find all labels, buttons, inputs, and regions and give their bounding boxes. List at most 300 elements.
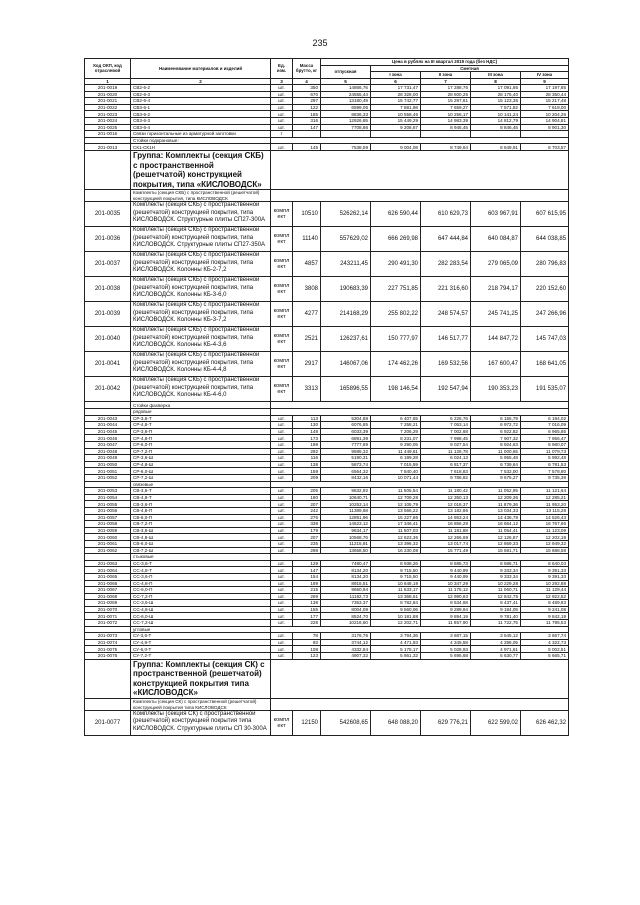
- cell-zone2-price: 12 266,69: [421, 534, 471, 541]
- cell-zone3-price: 11 054,41: [471, 527, 521, 534]
- cell-zone3-price: 9 184,05: [471, 606, 521, 613]
- cell-zone3-price: 17 091,86: [471, 84, 521, 91]
- cell-zone1-price: 255 802,22: [371, 302, 421, 327]
- cell-mass: 108: [293, 646, 321, 653]
- cell-zone4-price: 6 194,02: [521, 415, 569, 422]
- cell-unit: компл ект: [271, 327, 293, 352]
- cell-zone1-price: 666 269,98: [371, 227, 421, 252]
- cell-name: СВ2-6-2: [131, 84, 271, 91]
- cell-zone3-price: 4 296,05: [471, 639, 521, 646]
- cell-zone2-price: 11 181,88: [421, 527, 471, 534]
- cell-empty: [271, 481, 569, 488]
- cell-zone4-price: 7 016,09: [521, 422, 569, 429]
- table-row: [85, 653, 569, 660]
- cell-mass: [293, 131, 321, 138]
- cell-zone4-price: 10 292,88: [521, 580, 569, 587]
- table-row: [85, 227, 569, 252]
- table-row: [85, 488, 569, 495]
- cell-name: СВ3-6-4: [131, 124, 271, 131]
- table-row: [85, 117, 569, 124]
- cell-zone1-price: 17 731,47: [371, 84, 421, 91]
- cell-empty: [271, 190, 569, 202]
- section-subheader: связевые: [131, 481, 271, 488]
- col-number: 5: [321, 78, 371, 84]
- cell-release-price: 542608,65: [321, 711, 371, 736]
- cell-zone4-price: 11 079,73: [521, 448, 569, 455]
- cell-zone1-price: 13 396,32: [371, 540, 421, 547]
- cell-unit: шт.: [271, 540, 293, 547]
- cell-zone1-price: 8 231,07: [371, 435, 421, 442]
- cell-mass: 122: [293, 104, 321, 111]
- cell-zone4-price: 626 462,32: [521, 711, 569, 736]
- cell-zone4-price: 11 123,09: [521, 527, 569, 534]
- cell-empty: [271, 402, 569, 409]
- cell-code: 201-0071: [85, 613, 131, 620]
- cell-zone3-price: 8 586,71: [471, 560, 521, 567]
- cell-mass: 2521: [293, 327, 321, 352]
- cell-zone3-price: 14 436,78: [471, 514, 521, 521]
- cell-zone2-price: 3 687,15: [421, 633, 471, 640]
- cell-mass: 138: [293, 461, 321, 468]
- cell-zone2-price: 8 534,68: [421, 600, 471, 607]
- table-row: [85, 352, 569, 377]
- header-code: Код ОКП, код отраслевой: [85, 59, 131, 79]
- cell-code: 201-0043: [85, 415, 131, 422]
- cell-unit: шт.: [271, 422, 293, 429]
- cell-release-price: 10253,14: [321, 501, 371, 508]
- cell-release-price: 526262,14: [321, 202, 371, 227]
- cell-unit: шт.: [271, 606, 293, 613]
- cell-name: СВ2-6-3: [131, 91, 271, 98]
- cell-release-price: 7538,59: [321, 144, 371, 151]
- cell-mass: 228: [293, 620, 321, 627]
- cell-zone1-price: 6 407,65: [371, 415, 421, 422]
- cell-name: СС-3,6-Ш: [131, 600, 271, 607]
- table-row: [85, 646, 569, 653]
- cell-zone3-price: 14 812,79: [471, 117, 521, 124]
- cell-zone1-price: 648 088,20: [371, 711, 421, 736]
- cell-zone1-price: 11 505,54: [371, 488, 421, 495]
- cell-code: 201-0072: [85, 620, 131, 627]
- cell-name: СС-3,6-П: [131, 573, 271, 580]
- cell-code: 201-0045: [85, 428, 131, 435]
- cell-name: СК1-СК1Н: [131, 144, 271, 151]
- cell-release-price: 6076,85: [321, 422, 371, 429]
- cell-code: 201-0074: [85, 639, 131, 646]
- cell-code: 201-0021: [85, 98, 131, 105]
- cell-zone4-price: 5 992,48: [521, 455, 569, 462]
- cell-release-price: 146067,06: [321, 352, 371, 377]
- cell-zone4-price: 5 665,71: [521, 653, 569, 660]
- cell-code: 201-0040: [85, 327, 131, 352]
- cell-mass: 4857: [293, 252, 321, 277]
- cell-mass: 205: [293, 488, 321, 495]
- cell-zone3-price: 190 353,23: [471, 377, 521, 402]
- table-row: [85, 468, 569, 475]
- cell-release-price: 12891,96: [321, 514, 371, 521]
- cell-release-price: 8134,20: [321, 573, 371, 580]
- cell-release-price: 12926,65: [321, 117, 371, 124]
- cell-zone4-price: 644 038,85: [521, 227, 569, 252]
- cell-name: СВ-6,0-П: [131, 514, 271, 521]
- cell-unit: шт.: [271, 573, 293, 580]
- cell-zone3-price: 9 781,40: [471, 613, 521, 620]
- cell-zone4-price: 16 767,66: [521, 521, 569, 528]
- cell-release-price: 3744,12: [321, 639, 371, 646]
- cell-zone3-price: 8 846,45: [471, 124, 521, 131]
- cell-code: 201-0035: [85, 202, 131, 227]
- cell-zone3-price: 7 571,82: [471, 104, 521, 111]
- cell-name: СР-4,8-П: [131, 435, 271, 442]
- cell-zone3-price: 9 675,27: [471, 475, 521, 482]
- cell-zone3-price: 167 600,47: [471, 352, 521, 377]
- cell-zone2-price: 6 817,37: [421, 461, 471, 468]
- cell-zone1-price: 7 881,98: [371, 104, 421, 111]
- cell-mass: 11140: [293, 227, 321, 252]
- header-zone2: II зона: [421, 72, 471, 79]
- cell-unit: шт.: [271, 455, 293, 462]
- table-row: [85, 501, 569, 508]
- cell-unit: шт.: [271, 461, 293, 468]
- table-row: [85, 144, 569, 151]
- cell-release-price: 8915,51: [321, 580, 371, 587]
- cell-zone4-price: 145 747,03: [521, 327, 569, 352]
- cell-unit: компл ект: [271, 277, 293, 302]
- cell-zone4-price: 220 152,60: [521, 277, 569, 302]
- cell-mass: 155: [293, 606, 321, 613]
- cell-name: СР-3,6-Т: [131, 415, 271, 422]
- cell-code: 201-0047: [85, 442, 131, 449]
- cell-release-price: 10640,71: [321, 494, 371, 501]
- cell-name: Комплекты (секция СКБ) с пространственной (решетчатой) конструкцией покрытия, типа КИСЛОВОДСК. Колонны КБ-3-7,2: [131, 302, 271, 327]
- cell-release-price: 5304,88: [321, 415, 371, 422]
- cell-zone1-price: 16 230,08: [371, 547, 421, 554]
- table-row: [85, 84, 569, 91]
- cell-name: Комплекты (секция СКБ) с пространственной (решетчатой) конструкцией покрытия, типа КИСЛОВОДСК. Колонны КБ-4-3,6: [131, 327, 271, 352]
- col-number: 3: [271, 78, 293, 84]
- section-subheader-row: [85, 409, 569, 416]
- cell-zone1-price: 8 782,84: [371, 600, 421, 607]
- cell-zone4-price: 8 703,57: [521, 144, 569, 151]
- cell-name: СВ-3,6-Ш: [131, 527, 271, 534]
- cell-unit: шт.: [271, 144, 293, 151]
- cell-release-price: [321, 131, 371, 138]
- cell-mass: 185: [293, 111, 321, 118]
- cell-zone4-price: 5 002,51: [521, 646, 569, 653]
- table-row: [85, 435, 569, 442]
- cell-release-price: 11215,91: [321, 540, 371, 547]
- cell-zone1-price: [371, 131, 421, 138]
- cell-zone4-price: 9 735,39: [521, 475, 569, 482]
- cell-empty: [85, 659, 131, 698]
- table-row: [85, 377, 569, 402]
- cell-zone1-price: 11 507,03: [371, 527, 421, 534]
- cell-release-price: 13180,49: [321, 98, 371, 105]
- cell-zone1-price: 227 751,85: [371, 277, 421, 302]
- table-row: [85, 442, 569, 449]
- cell-name: СР-3,6-П: [131, 428, 271, 435]
- cell-release-price: 24555,44: [321, 91, 371, 98]
- cell-code: 201-0065: [85, 573, 131, 580]
- cell-code: 201-0052: [85, 475, 131, 482]
- cell-unit: компл ект: [271, 302, 293, 327]
- cell-unit: шт.: [271, 580, 293, 587]
- section-subheader-row: [85, 481, 569, 488]
- cell-zone4-price: 15 688,58: [521, 547, 569, 554]
- cell-name: СС-3,6-Т: [131, 560, 271, 567]
- cell-zone2-price: 7 002,68: [421, 428, 471, 435]
- table-row: [85, 428, 569, 435]
- cell-zone2-price: 15 771,49: [421, 547, 471, 554]
- cell-empty: [85, 699, 131, 711]
- cell-zone2-price: 12 018,37: [421, 501, 471, 508]
- cell-zone1-price: 28 328,00: [371, 91, 421, 98]
- cell-unit: шт.: [271, 468, 293, 475]
- cell-release-price: 243211,45: [321, 252, 371, 277]
- cell-zone2-price: 282 283,54: [421, 252, 471, 277]
- cell-zone3-price: 12 842,75: [471, 593, 521, 600]
- cell-release-price: 6564,32: [321, 468, 371, 475]
- cell-zone4-price: 9 391,33: [521, 573, 569, 580]
- cell-release-price: 13658,50: [321, 547, 371, 554]
- cell-code: 201-0054: [85, 494, 131, 501]
- cell-name: СР-6,0-П: [131, 442, 271, 449]
- cell-empty: [271, 137, 569, 144]
- cell-unit: шт.: [271, 494, 293, 501]
- cell-mass: 316: [293, 117, 321, 124]
- table-row: [85, 587, 569, 594]
- page-number: 235: [312, 38, 328, 48]
- table-row: [85, 613, 569, 620]
- cell-zone4-price: 7 619,00: [521, 104, 569, 111]
- cell-code: 201-0060: [85, 534, 131, 541]
- cell-unit: шт.: [271, 475, 293, 482]
- group-description: Комплекты (секция СК) с пространственной (решетчатой) конструкцией покрытия типа КИСЛОВОДСК: [131, 699, 271, 711]
- cell-mass: 209: [293, 475, 321, 482]
- table-row: [85, 620, 569, 627]
- cell-name: СВ-3,6-Т: [131, 488, 271, 495]
- cell-name: СВ-3,6-П: [131, 501, 271, 508]
- cell-unit: шт.: [271, 428, 293, 435]
- cell-release-price: 7480,47: [321, 560, 371, 567]
- cell-zone4-price: 3 667,74: [521, 633, 569, 640]
- table-row: [85, 455, 569, 462]
- cell-zone1-price: 11 449,61: [371, 448, 421, 455]
- cell-zone4-price: 13 115,28: [521, 507, 569, 514]
- cell-zone4-price: 15 217,48: [521, 98, 569, 105]
- cell-zone1-price: 9 208,67: [371, 124, 421, 131]
- table-row: [85, 494, 569, 501]
- cell-zone4-price: 11 121,64: [521, 488, 569, 495]
- cell-zone3-price: 28 175,40: [471, 91, 521, 98]
- table-row: [85, 593, 569, 600]
- cell-release-price: 9585,32: [321, 448, 371, 455]
- section-subheader-row: [85, 554, 569, 561]
- cell-zone2-price: 9 894,19: [421, 613, 471, 620]
- cell-code: 201-0013: [85, 144, 131, 151]
- table-row: [85, 252, 569, 277]
- group-heading: Группа: Комплекты (секция СК) с пространственной (решетчатой) конструкцией покрытия типа «КИСЛОВОДСК»: [131, 659, 271, 698]
- cell-zone3-price: 8 649,91: [471, 144, 521, 151]
- cell-code: 201-0036: [85, 227, 131, 252]
- cell-mass: 177: [293, 613, 321, 620]
- cell-zone3-price: 622 599,02: [471, 711, 521, 736]
- cell-zone3-price: 640 084,87: [471, 227, 521, 252]
- table-row: [85, 527, 569, 534]
- cell-zone2-price: 169 532,56: [421, 352, 471, 377]
- cell-release-price: 6033,39: [321, 428, 371, 435]
- cell-mass: 116: [293, 455, 321, 462]
- table-row: [85, 448, 569, 455]
- cell-release-price: 9634,17: [321, 527, 371, 534]
- cell-zone1-price: 10 181,88: [371, 613, 421, 620]
- cell-code: 201-0044: [85, 422, 131, 429]
- cell-unit: шт.: [271, 633, 293, 640]
- cell-code: 201-0070: [85, 606, 131, 613]
- cell-code: 201-0058: [85, 521, 131, 528]
- cell-code: 201-0073: [85, 633, 131, 640]
- cell-name: СР-4,8-Т: [131, 422, 271, 429]
- cell-code: 201-0061: [85, 540, 131, 547]
- cell-unit: шт.: [271, 534, 293, 541]
- cell-zone2-price: 16 856,28: [421, 521, 471, 528]
- table-row: [85, 711, 569, 736]
- header-price-group: Цена в рублях на III квартал 2019 года (без НДС): [321, 59, 569, 66]
- cell-zone2-price: 28 500,25: [421, 91, 471, 98]
- col-number: 2: [131, 78, 271, 84]
- table-row: [85, 514, 569, 521]
- cell-code: 201-0049: [85, 455, 131, 462]
- cell-unit: компл ект: [271, 227, 293, 252]
- cell-code: 201-0039: [85, 302, 131, 327]
- cell-zone1-price: 7 258,21: [371, 422, 421, 429]
- cell-name: СУ-4,8-Т: [131, 639, 271, 646]
- cell-zone3-price: 11 722,75: [471, 620, 521, 627]
- cell-name: СС-6,0-Ш: [131, 613, 271, 620]
- section-subheader-row: [85, 402, 569, 409]
- cell-zone1-price: 7 840,40: [371, 468, 421, 475]
- table-row: [85, 600, 569, 607]
- cell-empty: [271, 659, 569, 698]
- cell-name: СВ-4,8-Т: [131, 494, 271, 501]
- cell-code: 201-0056: [85, 507, 131, 514]
- cell-unit: шт.: [271, 521, 293, 528]
- col-number: 6: [371, 78, 421, 84]
- cell-name: СС-7,2-П: [131, 593, 271, 600]
- cell-zone1-price: 290 491,30: [371, 252, 421, 277]
- cell-unit: шт.: [271, 98, 293, 105]
- cell-zone3-price: 9 333,34: [471, 567, 521, 574]
- cell-mass: 148: [293, 428, 321, 435]
- section-subheader: Стойки подкрановые:: [131, 137, 271, 144]
- cell-name: СВ-7,2-П: [131, 521, 271, 528]
- cell-release-price: 4907,32: [321, 653, 371, 660]
- cell-name: Комплекты (секция СКБ) с пространственной (решетчатой) конструкцией покрытия, типа КИСЛОВОДСК. Колонны КБ-4-6,0: [131, 377, 271, 402]
- cell-release-price: 6891,39: [321, 435, 371, 442]
- cell-zone1-price: 5 861,32: [371, 653, 421, 660]
- cell-zone3-price: 9 333,34: [471, 573, 521, 580]
- section-subheader: рядовые: [131, 409, 271, 416]
- cell-mass: 159: [293, 468, 321, 475]
- cell-zone1-price: 6 199,28: [371, 455, 421, 462]
- cell-release-price: 11389,68: [321, 507, 371, 514]
- cell-zone2-price: 11 126,78: [421, 448, 471, 455]
- cell-code: 201-0062: [85, 547, 131, 554]
- cell-empty: [271, 626, 569, 633]
- cell-code: 201-0042: [85, 377, 131, 402]
- cell-zone4-price: 7 956,47: [521, 435, 569, 442]
- cell-code: 201-0024: [85, 117, 131, 124]
- header-zone1: I зона: [371, 72, 421, 79]
- cell-zone1-price: 9 004,08: [371, 144, 421, 151]
- cell-zone2-price: 11 857,90: [421, 620, 471, 627]
- cell-zone1-price: 12 202,71: [371, 620, 421, 627]
- cell-release-price: 14866,76: [321, 84, 371, 91]
- cell-zone4-price: 191 535,07: [521, 377, 569, 402]
- cell-mass: 129: [293, 560, 321, 567]
- cell-mass: 292: [293, 448, 321, 455]
- cell-unit: шт.: [271, 507, 293, 514]
- cell-zone2-price: 6 024,13: [421, 455, 471, 462]
- cell-release-price: 8524,70: [321, 613, 371, 620]
- cell-zone1-price: 10 558,46: [371, 111, 421, 118]
- group-description-row: [85, 699, 569, 711]
- cell-name: СУ-7,2-Т: [131, 653, 271, 660]
- cell-zone1-price: 7 015,59: [371, 461, 421, 468]
- cell-unit: шт.: [271, 448, 293, 455]
- cell-zone3-price: 218 794,17: [471, 277, 521, 302]
- cell-zone4-price: 8 980,07: [521, 442, 569, 449]
- cell-unit: шт.: [271, 488, 293, 495]
- cell-name: Комплекты (секция СКБ) с пространственной (решетчатой) конструкцией покрытия, типа КИСЛОВОДСК. Колонны КБ-4-4,8: [131, 352, 271, 377]
- cell-code: 201-0051: [85, 468, 131, 475]
- cell-zone2-price: 647 444,84: [421, 227, 471, 252]
- cell-release-price: 7708,86: [321, 124, 371, 131]
- cell-empty: [85, 481, 131, 488]
- cell-zone1-price: 10 648,19: [371, 580, 421, 587]
- cell-mass: 298: [293, 547, 321, 554]
- cell-zone3-price: 7 907,32: [471, 435, 521, 442]
- cell-mass: 207: [293, 534, 321, 541]
- cell-name: СВ3-6-2: [131, 111, 271, 118]
- cell-unit: шт.: [271, 91, 293, 98]
- cell-code: 201-0048: [85, 448, 131, 455]
- table-row: [85, 606, 569, 613]
- cell-mass: 297: [293, 98, 321, 105]
- cell-name: Комплекты (секция СК) с пространственной (решетчатой) конструкцией покрытия типа КИСЛОВОДСК. Структурные плиты СП 30-300А: [131, 711, 271, 736]
- cell-code: 201-0068: [85, 593, 131, 600]
- cell-zone4-price: 8 640,03: [521, 560, 569, 567]
- cell-unit: шт.: [271, 415, 293, 422]
- cell-zone4-price: 247 266,96: [521, 302, 569, 327]
- cell-name: СР-3,6-Ш: [131, 455, 271, 462]
- cell-unit: шт.: [271, 527, 293, 534]
- cell-unit: шт.: [271, 547, 293, 554]
- cell-mass: 3808: [293, 277, 321, 302]
- cell-zone2-price: 8 945,45: [421, 124, 471, 131]
- cell-zone1-price: 174 462,26: [371, 352, 421, 377]
- cell-zone4-price: 8 901,30: [521, 124, 569, 131]
- cell-release-price: 9632,92: [321, 488, 371, 495]
- table-row: [85, 91, 569, 98]
- cell-mass: 78: [293, 633, 321, 640]
- cell-zone4-price: 17 197,85: [521, 84, 569, 91]
- table-row: [85, 580, 569, 587]
- table-row: [85, 573, 569, 580]
- cell-name: СС-6,0-П: [131, 587, 271, 594]
- cell-unit: шт.: [271, 653, 293, 660]
- cell-zone3-price: 3 645,12: [471, 633, 521, 640]
